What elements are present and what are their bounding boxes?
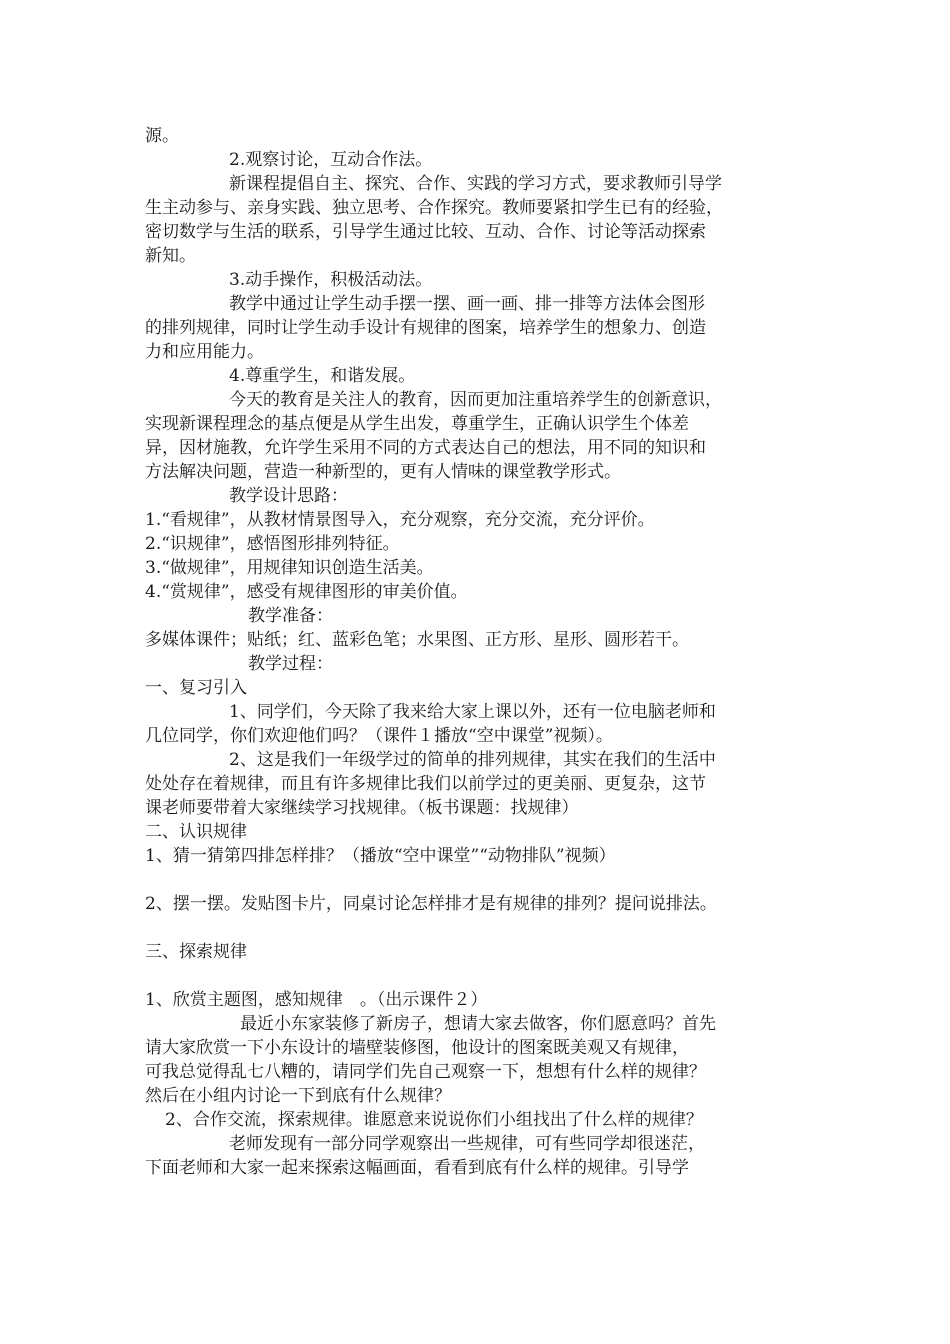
list-item: 1.“看规律”，从教材情景图导入，充分观察，充分交流，充分评价。 [145,510,655,530]
text-line: 生主动参与、亲身实践、独立思考、合作探究。教师要紧扣学生已有的经验， [145,198,723,218]
method-heading: 3.动手操作，积极活动法。 [229,270,433,290]
text-line: 处处存在着规律，而且有许多规律比我们以前学过的更美丽、更复杂，这节 [145,774,706,794]
text-line: 2、合作交流，探索规律。谁愿意来说说你们小组找出了什么样的规律？ [165,1110,703,1130]
method-heading: 4.尊重学生，和谐发展。 [229,366,416,386]
text-line: 教学中通过让学生动手摆一摆、画一画、排一排等方法体会图形 [229,294,705,314]
text-line: 可我总觉得乱七八糟的，请同学们先自己观察一下，想想有什么样的规律？ [145,1062,706,1082]
text-line: 实现新课程理念的基点便是从学生出发，尊重学生，正确认识学生个体差 [145,414,689,434]
text-line: 1、同学们，今天除了我来给大家上课以外，还有一位电脑老师和 [229,702,716,722]
text-line: 2、这是我们一年级学过的简单的排列规律，其实在我们的生活中 [229,750,716,770]
section-heading: 二、认识规律 [145,822,247,842]
text-line: 新知。 [145,246,196,266]
section-title: 教学过程： [248,654,333,674]
text-line: 1、欣赏主题图，感知规律 。（出示课件２） [145,990,488,1010]
section-heading: 一、复习引入 [145,678,247,698]
text-line: 2、摆一摆。发贴图卡片，同桌讨论怎样排才是有规律的排列？提问说排法。 [145,894,717,914]
section-heading: 三、探索规律 [145,942,247,962]
text-line: 源。 [145,126,179,146]
text-line: 的排列规律，同时让学生动手设计有规律的图案，培养学生的想象力、创造 [145,318,706,338]
text-line: 然后在小组内讨论一下到底有什么规律？ [145,1086,451,1106]
list-item: 4.“赏规律”，感受有规律图形的审美价值。 [145,582,468,602]
text-line: 下面老师和大家一起来探索这幅画面，看看到底有什么样的规律。引导学 [145,1158,689,1178]
section-title: 教学准备： [248,606,333,626]
text-line: 新课程提倡自主、探究、合作、实践的学习方式，要求教师引导学 [229,174,722,194]
text-line: 1、猜一猜第四排怎样排？（播放“空中课堂”“动物排队”视频） [145,846,616,866]
text-line: 多媒体课件；贴纸；红、蓝彩色笔；水果图、正方形、星形、圆形若干。 [145,630,689,650]
text-line: 力和应用能力。 [145,342,264,362]
text-line: 几位同学，你们欢迎他们吗？（课件１播放“空中课堂”视频）。 [145,726,613,746]
text-line: 密切数学与生活的联系，引导学生通过比较、互动、合作、讨论等活动探索 [145,222,706,242]
list-item: 3.“做规律”，用规律知识创造生活美。 [145,558,434,578]
text-line: 课老师要带着大家继续学习找规律。（板书课题：找规律） [145,798,579,818]
text-line: 异，因材施教，允许学生采用不同的方式表达自己的想法，用不同的知识和 [145,438,706,458]
text-line: 今天的教育是关注人的教育，因而更加注重培养学生的创新意识， [229,390,722,410]
text-line: 老师发现有一部分同学观察出一些规律，可有些同学却很迷茫， [229,1134,705,1154]
list-item: 2.“识规律”，感悟图形排列特征。 [145,534,400,554]
text-line: 方法解决问题，营造一种新型的，更有人情味的课堂教学形式。 [145,462,621,482]
section-title: 教学设计思路： [229,486,348,506]
method-heading: 2.观察讨论，互动合作法。 [229,150,433,170]
text-line: 最近小东家装修了新房子，想请大家去做客，你们愿意吗？首先 [240,1014,716,1034]
text-line: 请大家欣赏一下小东设计的墙壁装修图，他设计的图案既美观又有规律， [145,1038,689,1058]
